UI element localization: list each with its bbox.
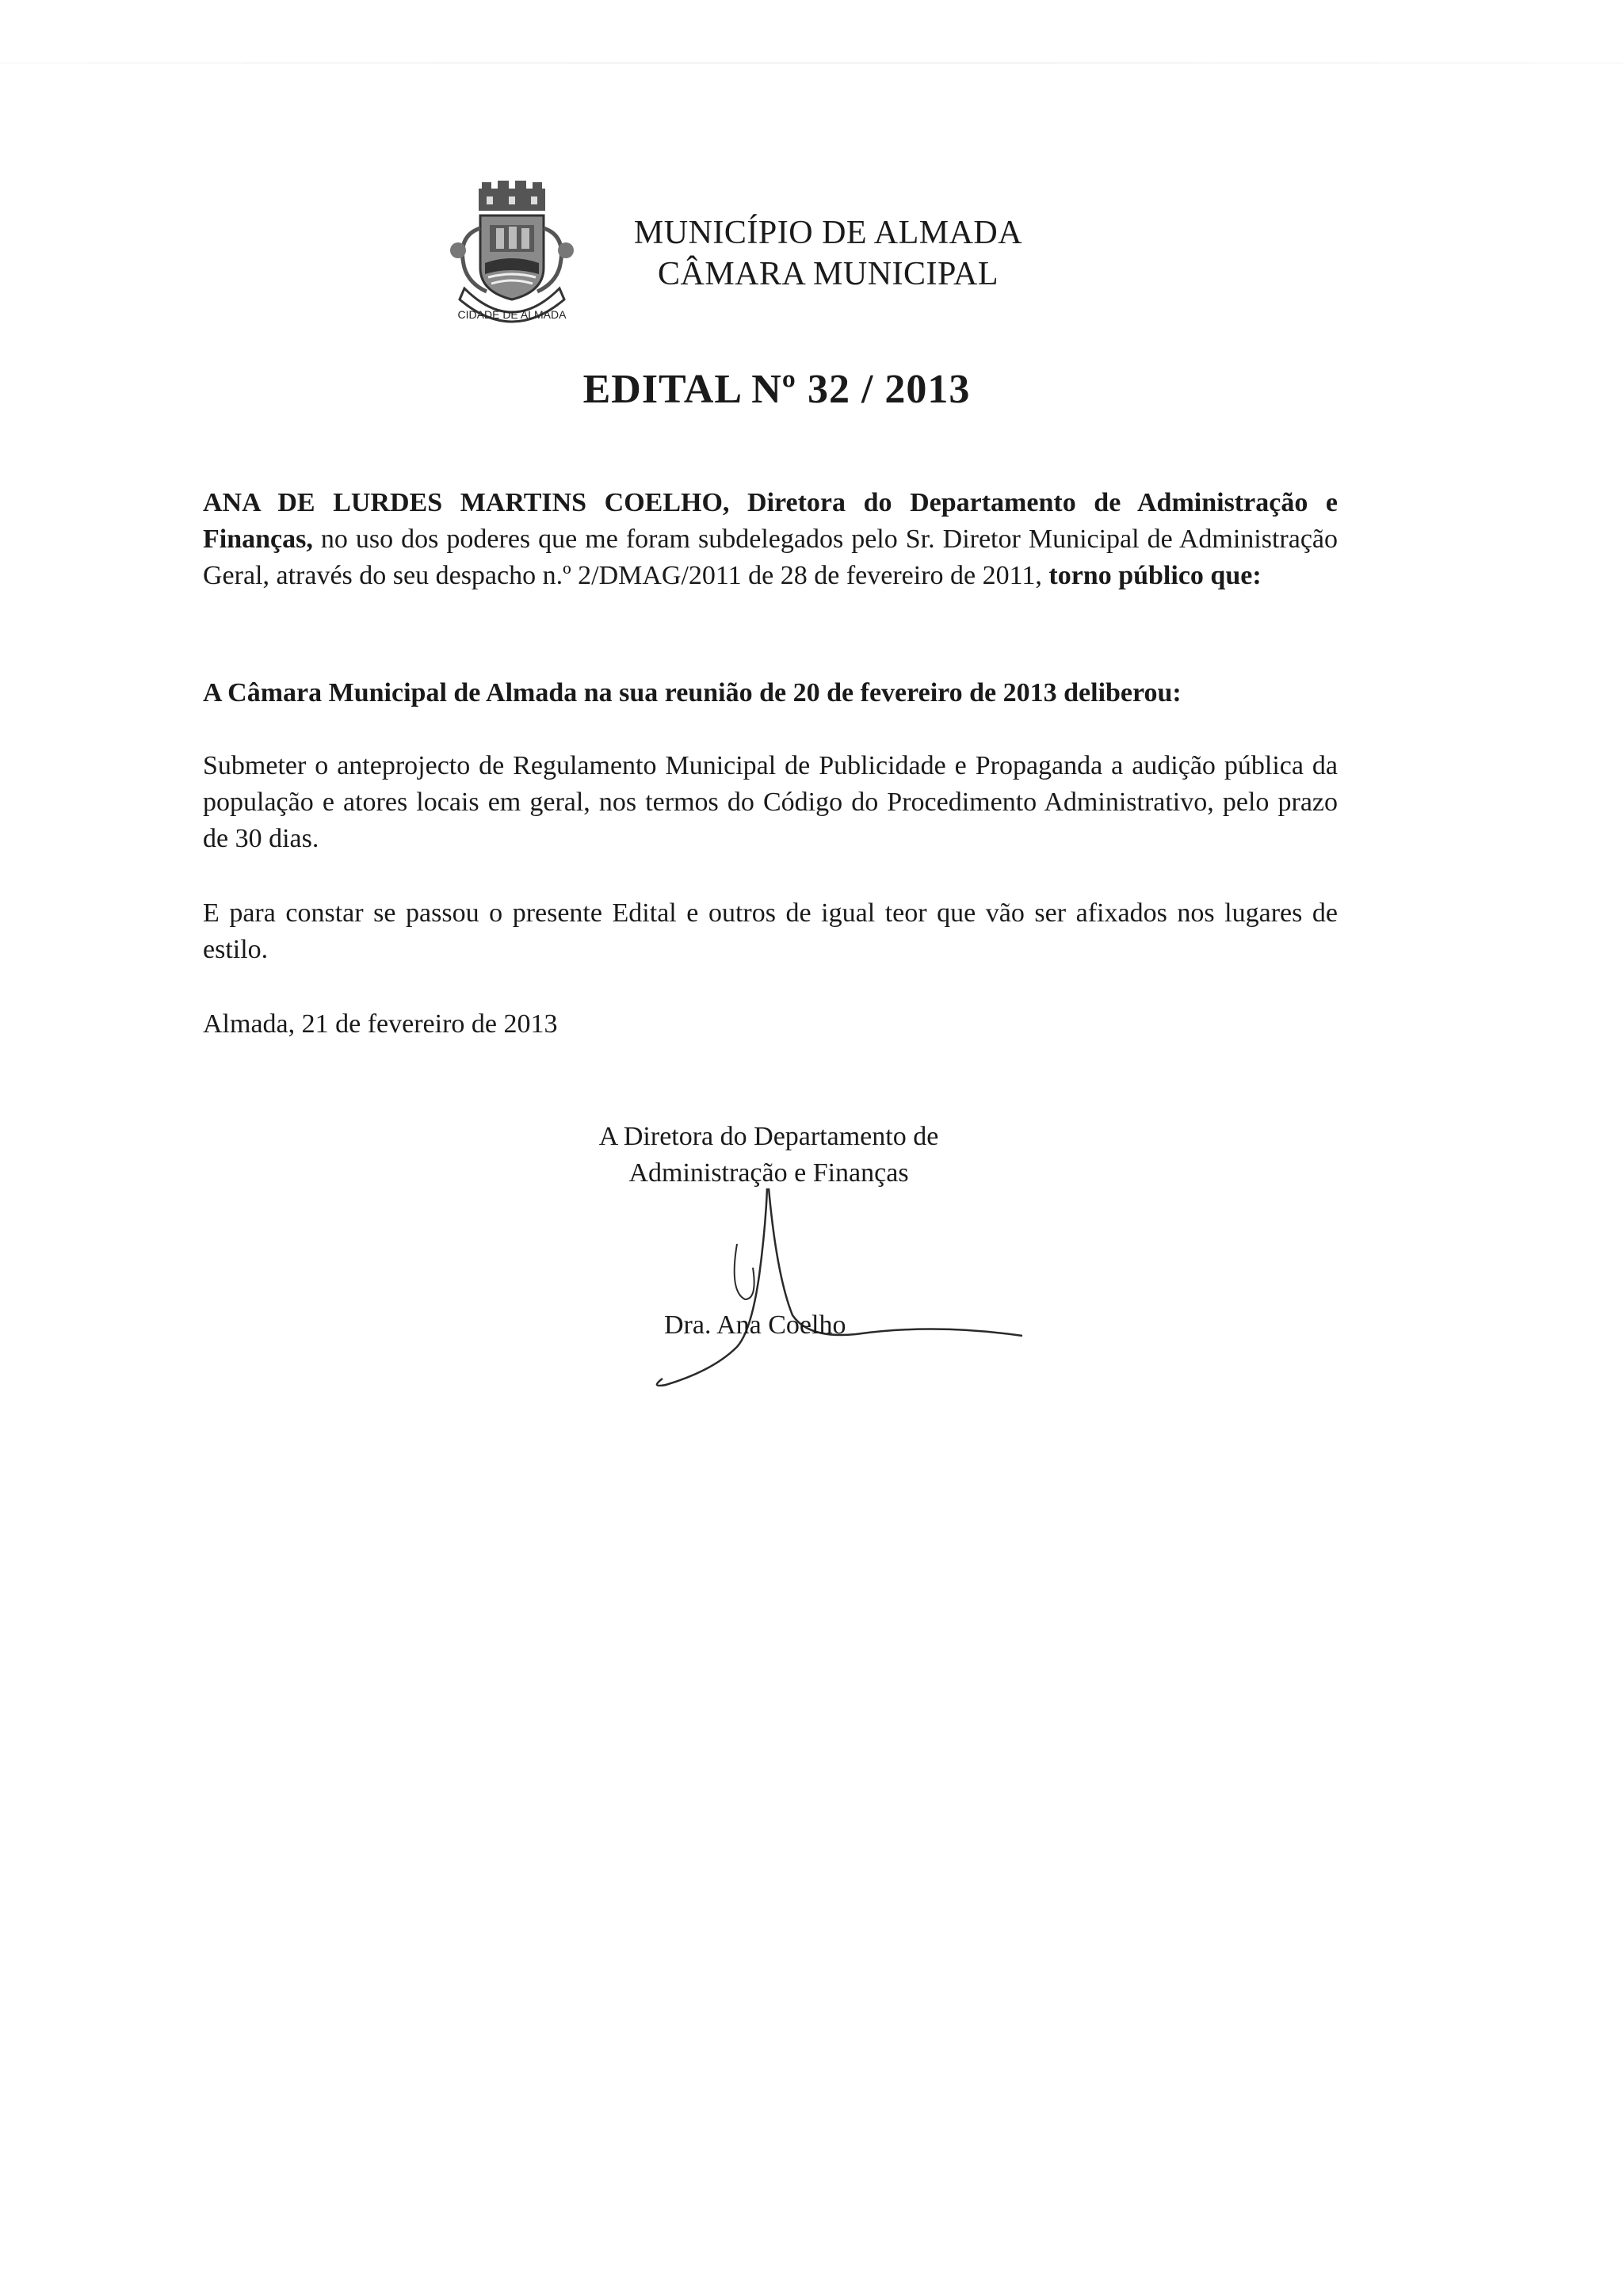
signatory-name: Dra. Ana Coelho bbox=[664, 1310, 846, 1340]
header-line-1: MUNICÍPIO DE ALMADA bbox=[633, 215, 1023, 251]
intro-closing: torno público que: bbox=[1048, 561, 1262, 590]
intro-paragraph bbox=[203, 485, 1338, 594]
scan-edge bbox=[0, 62, 1623, 64]
intro-text: no uso dos poderes que me foram subdelegados pelo Sr. Diretor Municipal de Administração Geral, através do seu despacho n.º 2/DMAG/2011 de 28 de fevereiro de 2011, bbox=[203, 524, 1338, 590]
document-title: EDITAL Nº 32 / 2013 bbox=[582, 367, 971, 412]
signature-line-1: A Diretora do Departamento de bbox=[598, 1122, 939, 1151]
constar-paragraph: E para constar se passou o presente Edital e outros de igual teor que vão ser afixados nos lugares de estilo. bbox=[203, 898, 1338, 964]
crest-ribbon-text: CIDADE DE ALMADA bbox=[457, 308, 567, 321]
submeter-paragraph: Submeter o anteprojecto de Regulamento Municipal de Publicidade e Propaganda a audição pública da população e atores locais em geral, nos termos do Código do Procedimento Administrativo, pelo prazo de 30 dias. bbox=[203, 751, 1338, 853]
date-line: Almada, 21 de fevereiro de 2013 bbox=[203, 1009, 558, 1039]
handwritten-signature bbox=[618, 1180, 1030, 1386]
intro-name: ANA DE LURDES MARTINS COELHO, bbox=[203, 488, 730, 517]
intro-role: Diretora do Departamento de Administração e Finanças, bbox=[203, 488, 1338, 554]
header-line-2: CÂMARA MUNICIPAL bbox=[657, 256, 999, 292]
header-title bbox=[491, 212, 1165, 295]
signature-line-2: Administração e Finanças bbox=[628, 1158, 909, 1188]
deliberation-paragraph: A Câmara Municipal de Almada na sua reunião de 20 de fevereiro de 2013 deliberou: bbox=[203, 678, 1182, 707]
